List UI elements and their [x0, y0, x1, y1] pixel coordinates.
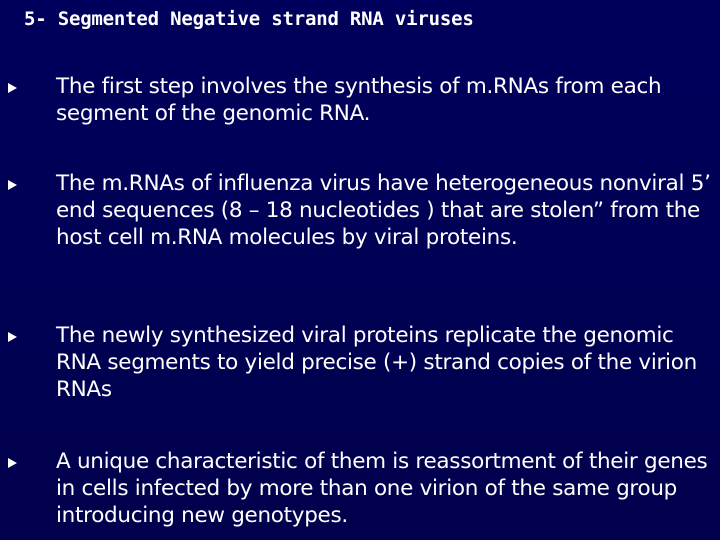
bullet-text: A unique characteristic of them is reassortment of their genes in cells infected by more than one virion of the same group introducing new genotypes. [56, 449, 708, 528]
bullet-text: The first step involves the synthesis of m.RNAs from each segment of the genomic RNA. [56, 74, 662, 126]
triangle-right-icon [8, 180, 17, 190]
triangle-right-icon [8, 332, 17, 342]
bullet-text: The m.RNAs of influenza virus have heterogeneous nonviral 5’ end sequences (8 – 18 nucleotides ) that are stolen” from the host cell m.RNA molecules by viral proteins. [56, 171, 711, 250]
triangle-right-icon [8, 83, 17, 93]
bullet-text: The newly synthesized viral proteins replicate the genomic RNA segments to yield precise (+) strand copies of the virion RNAs [56, 323, 697, 402]
triangle-right-icon [8, 458, 17, 468]
slide-title: 5- Segmented Negative strand RNA viruses [24, 8, 474, 30]
